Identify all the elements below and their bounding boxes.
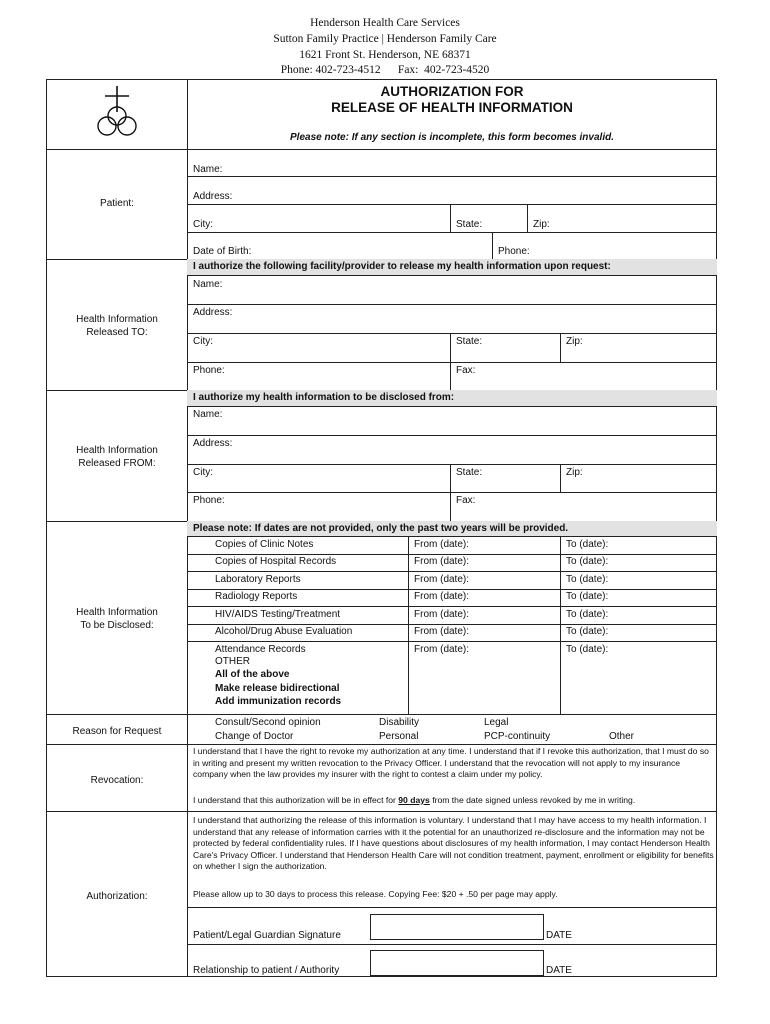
- released-from-zip-field[interactable]: Zip:: [566, 467, 583, 478]
- signature-date-label[interactable]: DATE: [546, 930, 572, 941]
- reason-label: Reason for Request: [72, 726, 162, 737]
- disclosure-item[interactable]: Copies of Hospital Records: [215, 556, 337, 567]
- reason-other[interactable]: Other: [609, 731, 635, 742]
- from-date-field[interactable]: From (date):: [414, 556, 470, 567]
- released-from-city-field[interactable]: City:: [193, 467, 213, 478]
- from-date-field[interactable]: From (date):: [414, 608, 470, 620]
- to-date-field[interactable]: To (date):: [566, 608, 609, 620]
- released-to-address-field[interactable]: Address:: [193, 307, 233, 318]
- released-to-label-2: Released TO:: [86, 327, 148, 338]
- released-from-label-2: Released FROM:: [78, 458, 156, 469]
- disclosure-item[interactable]: Radiology Reports: [215, 591, 298, 602]
- from-date-field[interactable]: From (date):: [414, 626, 470, 637]
- patient-address-field[interactable]: Address:: [193, 191, 233, 202]
- incomplete-note: Please note: If any section is incomplete, this form becomes invalid.: [290, 132, 614, 143]
- to-date-field[interactable]: To (date):: [566, 626, 609, 637]
- form-title-line1: AUTHORIZATION FOR: [380, 84, 524, 99]
- reason-pcp[interactable]: PCP-continuity: [484, 731, 551, 742]
- reason-personal[interactable]: Personal: [379, 731, 419, 742]
- other-option[interactable]: OTHER: [215, 656, 250, 667]
- revocation-text: I understand that I have the right to revoke my authorization at any time. I understand that if I revoke this authorization, that I must do so in writing and present my written revocation to the Privacy Officer. I understand that the revocation will not apply to my insurance company when the law provides my insurer with the right to contest a claim under my policy.: [193, 746, 709, 780]
- released-to-zip-field[interactable]: Zip:: [566, 336, 583, 347]
- effect-days: 90 days: [398, 795, 430, 805]
- released-from-state-field[interactable]: State:: [456, 467, 483, 478]
- released-to-label-1: Health Information: [76, 314, 158, 325]
- to-date-field[interactable]: To (date):: [566, 591, 609, 602]
- released-to-city-field[interactable]: City:: [193, 336, 213, 347]
- to-date-field[interactable]: To (date):: [566, 643, 609, 655]
- signature-label: Patient/Legal Guardian Signature: [193, 930, 341, 941]
- disclosure-item[interactable]: Laboratory Reports: [215, 573, 301, 585]
- relationship-label: Relationship to patient / Authority: [193, 965, 340, 976]
- cross-rings-icon: [85, 84, 149, 144]
- released-to-state-field[interactable]: State:: [456, 336, 483, 347]
- released-from-name-field[interactable]: Name:: [193, 409, 223, 420]
- released-from-label-1: Health Information: [76, 445, 158, 456]
- immunization-option[interactable]: Add immunization records: [215, 696, 342, 707]
- released-from-fax-field[interactable]: Fax:: [456, 495, 476, 506]
- released-to-heading: I authorize the following facility/provider to release my health information upon request:: [193, 261, 611, 272]
- reason-legal[interactable]: Legal: [484, 717, 509, 728]
- from-date-field[interactable]: From (date):: [414, 573, 470, 585]
- released-from-heading: I authorize my health information to be disclosed from:: [193, 392, 455, 403]
- revocation-label: Revocation:: [90, 775, 144, 786]
- relationship-box[interactable]: [370, 950, 544, 976]
- disclosure-item[interactable]: HIV/AIDS Testing/Treatment: [215, 608, 341, 620]
- authorization-text: I understand that authorizing the release of this information is voluntary. I understand that I may have access to my health information. I understand that any release of information carries with it the potential for an unauthorized re-disclosure and the information may not be protected by federal confidentiality rules. If I have questions about disclosures of my health information, I may contact Henderson Health Care's Privacy Officer. I understand that Henderson Health Care will not condition treatment, payment, enrollment or eligibility for benefits on whether I sign the authorization.: [193, 815, 714, 872]
- disclosure-item[interactable]: Copies of Clinic Notes: [215, 538, 314, 550]
- disclosed-label-2: To be Disclosed:: [80, 620, 154, 631]
- form-title-line2: RELEASE OF HEALTH INFORMATION: [331, 100, 573, 115]
- released-to-phone-field[interactable]: Phone:: [193, 365, 225, 376]
- bidirectional-option[interactable]: Make release bidirectional: [215, 683, 340, 694]
- reason-change-doctor[interactable]: Change of Doctor: [215, 731, 294, 742]
- to-date-field[interactable]: To (date):: [566, 573, 609, 585]
- from-date-field[interactable]: From (date):: [414, 538, 470, 550]
- released-from-address-field[interactable]: Address:: [193, 438, 233, 449]
- to-date-field[interactable]: To (date):: [566, 538, 609, 550]
- dates-note: Please note: If dates are not provided, only the past two years will be provided.: [193, 523, 569, 534]
- authorization-label: Authorization:: [86, 891, 148, 902]
- relationship-date-label[interactable]: DATE: [546, 965, 572, 976]
- reason-consult[interactable]: Consult/Second opinion: [215, 717, 321, 728]
- patient-phone-field[interactable]: Phone:: [498, 246, 530, 257]
- patient-zip-field[interactable]: Zip:: [533, 219, 550, 230]
- released-to-fax-field[interactable]: Fax:: [456, 365, 476, 376]
- copying-fee-text: Please allow up to 30 days to process this release. Copying Fee: $20 + .50 per page may apply.: [193, 889, 558, 899]
- org-name: Henderson Health Care Services: [310, 17, 460, 29]
- disclosure-item[interactable]: Alcohol/Drug Abuse Evaluation: [215, 626, 353, 637]
- all-above-option[interactable]: All of the above: [215, 669, 290, 680]
- org-phone-fax: Phone: 402-723-4512 Fax: 402-723-4520: [280, 64, 490, 76]
- to-date-field[interactable]: To (date):: [566, 556, 609, 567]
- disclosure-item[interactable]: Attendance Records: [215, 643, 306, 655]
- org-address: 1621 Front St. Henderson, NE 68371: [299, 49, 471, 61]
- patient-name-field[interactable]: Name:: [193, 164, 223, 175]
- released-from-phone-field[interactable]: Phone:: [193, 495, 225, 506]
- patient-label: Patient:: [100, 198, 134, 209]
- disclosed-label-1: Health Information: [76, 607, 158, 618]
- released-to-name-field[interactable]: Name:: [193, 279, 223, 290]
- from-date-field[interactable]: From (date):: [414, 643, 470, 655]
- reason-disability[interactable]: Disability: [379, 717, 420, 728]
- patient-dob-field[interactable]: Date of Birth:: [193, 246, 252, 257]
- practice-names: Sutton Family Practice | Henderson Family Care: [273, 33, 497, 45]
- revocation-effect: I understand that this authorization will be in effect for 90 days from the date signed unless revoked by me in writing.: [193, 795, 636, 805]
- signature-box[interactable]: [370, 914, 544, 940]
- patient-city-field[interactable]: City:: [193, 219, 213, 230]
- from-date-field[interactable]: From (date):: [414, 591, 470, 602]
- patient-state-field[interactable]: State:: [456, 219, 483, 230]
